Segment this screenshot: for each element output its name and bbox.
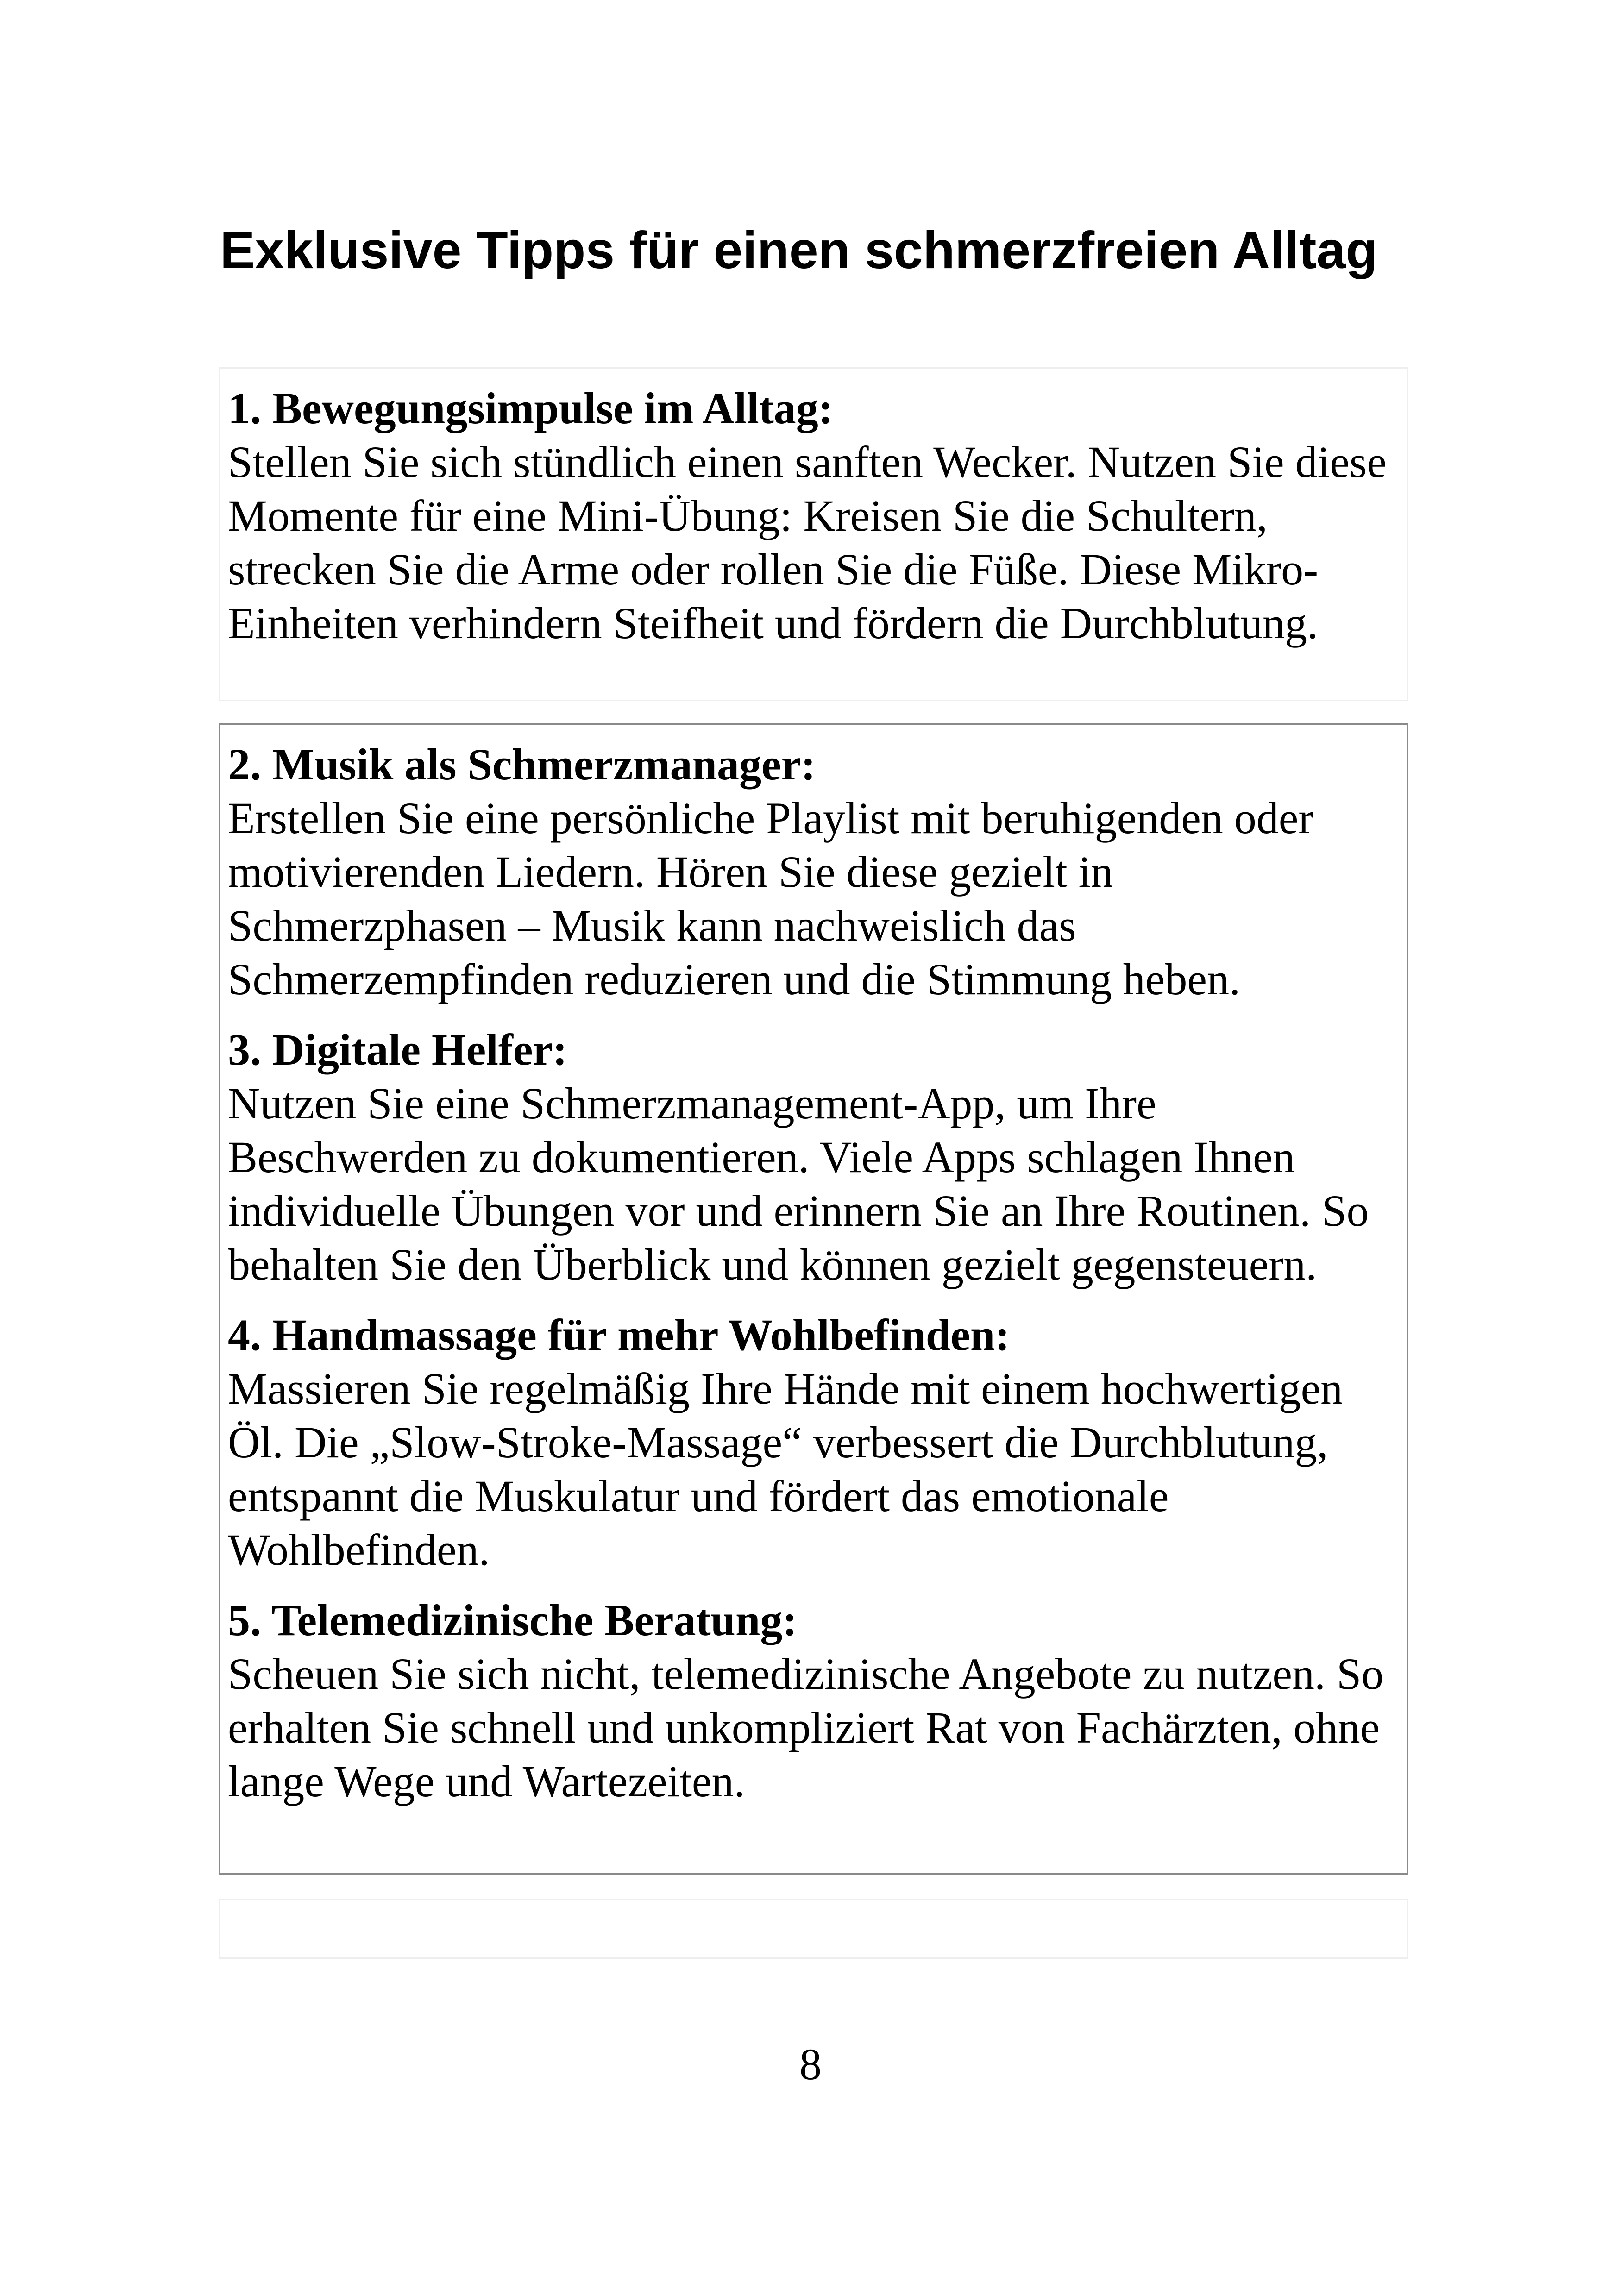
tip-text: Nutzen Sie eine Schmerzmanagement-App, um Ihre Beschwerden zu dokumentieren. Viele Apps schlagen Ihnen individuelle Übungen vor und erinnern Sie an Ihre Routinen. So behalten Sie den Überblick und können gezielt gegensteuern. bbox=[228, 1079, 1369, 1289]
tip-item-3 bbox=[228, 1023, 1402, 1292]
tip-box-2 bbox=[219, 723, 1408, 1875]
tip-item-2 bbox=[228, 738, 1402, 1006]
tip-text: Massieren Sie regelmäßig Ihre Hände mit einem hochwertigen Öl. Die „Slow-Stroke-Massage“ verbessert die Durchblutung, entspannt die Muskulatur und fördert das emotionale Wohlbefinden. bbox=[228, 1364, 1343, 1575]
empty-box bbox=[219, 1899, 1408, 1959]
tip-heading: 2. Musik als Schmerzmanager: bbox=[228, 740, 816, 789]
tip-heading: 4. Handmassage für mehr Wohlbefinden: bbox=[228, 1310, 1010, 1360]
tip-text: Stellen Sie sich stündlich einen sanften Wecker. Nutzen Sie diese Momente für eine Mini-Übung: Kreisen Sie die Schultern, strecken Sie die Arme oder rollen Sie die Füße. Diese Mikro-Einheiten verhindern Steifheit und fördern die Durchblutung. bbox=[228, 437, 1387, 648]
tip-box-1 bbox=[219, 367, 1408, 701]
tip-heading: 3. Digitale Helfer: bbox=[228, 1025, 568, 1074]
page-title: Exklusive Tipps für einen schmerzfreien Alltag bbox=[220, 221, 1378, 279]
tip-item-1 bbox=[228, 382, 1402, 650]
tip-item-5 bbox=[228, 1593, 1402, 1808]
page-number: 8 bbox=[799, 2039, 822, 2089]
tip-heading: 1. Bewegungsimpulse im Alltag: bbox=[228, 383, 833, 433]
tip-heading: 5. Telemedizinische Beratung: bbox=[228, 1595, 798, 1645]
tip-item-4 bbox=[228, 1308, 1402, 1577]
tip-text: Erstellen Sie eine persönliche Playlist mit beruhigenden oder motivierenden Liedern. Hören Sie diese gezielt in Schmerzphasen – Musik kann nachweislich das Schmerzempfinden reduzieren und die Stimmung heben. bbox=[228, 793, 1313, 1004]
tip-text: Scheuen Sie sich nicht, telemedizinische Angebote zu nutzen. So erhalten Sie schnell und unkompliziert Rat von Fachärzten, ohne lange Wege und Wartezeiten. bbox=[228, 1649, 1384, 1806]
